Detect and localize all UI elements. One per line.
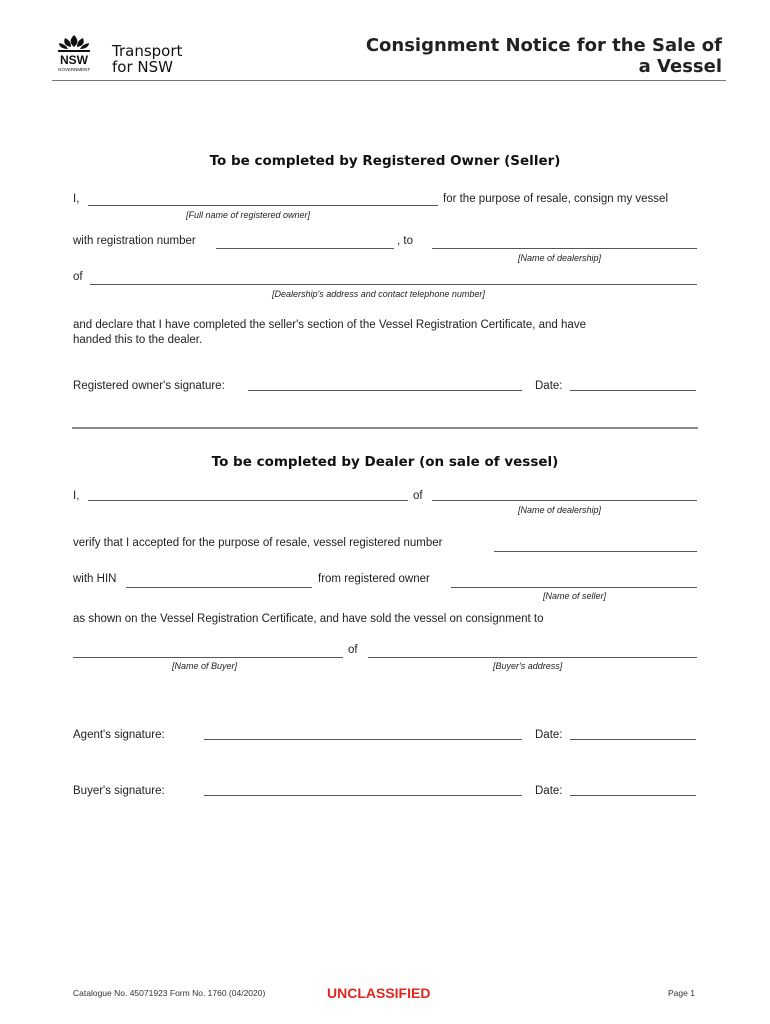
dealer-dealership-field[interactable] — [432, 500, 697, 501]
seller-address-hint: [Dealership's address and contact telephone number] — [272, 289, 485, 299]
seller-dealership-hint: [Name of dealership] — [518, 253, 602, 263]
seller-to-label: , to — [397, 235, 413, 247]
agent-signature-field[interactable] — [204, 739, 522, 740]
dealer-seller-field[interactable] — [451, 587, 697, 588]
page-number: Page 1 — [668, 988, 695, 998]
dealer-of2-label: of — [348, 644, 358, 656]
agent-signature-label: Agent's signature: — [73, 729, 165, 741]
seller-purpose-text: for the purpose of resale, consign my vessel — [443, 193, 669, 205]
seller-dealership-field[interactable] — [432, 248, 697, 249]
dealer-buyer-address-field[interactable] — [368, 657, 697, 658]
agent-date-field[interactable] — [570, 739, 696, 740]
buyer-signature-label: Buyer's signature: — [73, 785, 165, 797]
section-divider — [72, 427, 698, 429]
title-line-1: Consignment Notice for the Sale of — [365, 35, 722, 56]
buyer-date-label: Date: — [535, 785, 563, 797]
agent-date-label: Date: — [535, 729, 563, 741]
footer-catalogue: Catalogue No. 45071923 Form No. 1760 (04/2020) — [73, 988, 266, 998]
classification-label: UNCLASSIFIED — [327, 985, 431, 1001]
seller-signature-field[interactable] — [248, 390, 522, 391]
logo-nsw-text: NSW — [60, 53, 88, 67]
seller-declare-line-2: handed this to the dealer. — [73, 334, 203, 346]
seller-address-field[interactable] — [90, 284, 697, 285]
seller-reg-label: with registration number — [73, 235, 196, 247]
dealer-section-heading: To be completed by Dealer (on sale of vessel) — [211, 454, 559, 470]
dealer-buyer-hint: [Name of Buyer] — [172, 661, 238, 671]
dealer-seller-hint: [Name of seller] — [543, 591, 607, 601]
dealer-of-label: of — [413, 490, 423, 502]
dealer-i-label: I, — [73, 490, 80, 502]
seller-registration-field[interactable] — [216, 248, 394, 249]
dealer-verify-text: verify that I accepted for the purpose of resale, vessel registered number — [73, 537, 443, 549]
seller-date-label: Date: — [535, 380, 563, 392]
header-divider — [52, 80, 726, 81]
seller-section-heading: To be completed by Registered Owner (Seller) — [209, 153, 561, 169]
seller-full-name-hint: [Full name of registered owner] — [186, 210, 311, 220]
logo-line-2: for NSW — [112, 58, 173, 76]
dealer-dealership-hint: [Name of dealership] — [518, 505, 602, 515]
dealer-hin-label: with HIN — [73, 573, 117, 585]
seller-signature-label: Registered owner's signature: — [73, 380, 225, 392]
dealer-shown-text: as shown on the Vessel Registration Certificate, and have sold the vessel on consignment to — [73, 613, 544, 625]
seller-declare-line-1: and declare that I have completed the seller's section of the Vessel Registration Certificate, and have — [73, 319, 586, 331]
dealer-from-owner-label: from registered owner — [318, 573, 430, 585]
title-line-2: a Vessel — [638, 56, 722, 77]
seller-of-label: of — [73, 271, 83, 283]
buyer-date-field[interactable] — [570, 795, 696, 796]
dealer-name-field[interactable] — [88, 500, 408, 501]
dealer-hin-field[interactable] — [126, 587, 312, 588]
logo-wordmark — [112, 43, 182, 75]
seller-date-field[interactable] — [570, 390, 696, 391]
page-title — [342, 35, 722, 77]
dealer-buyer-name-field[interactable] — [73, 657, 343, 658]
dealer-vessel-reg-field[interactable] — [494, 551, 697, 552]
seller-full-name-field[interactable] — [88, 205, 438, 206]
waratah-icon — [52, 33, 96, 75]
buyer-signature-field[interactable] — [204, 795, 522, 796]
seller-i-label: I, — [73, 193, 80, 205]
dealer-buyer-address-hint: [Buyer's address] — [493, 661, 563, 671]
transport-nsw-logo — [52, 33, 202, 81]
logo-government-text: GOVERNMENT — [57, 67, 91, 72]
logo-line-1: Transport — [112, 42, 183, 60]
